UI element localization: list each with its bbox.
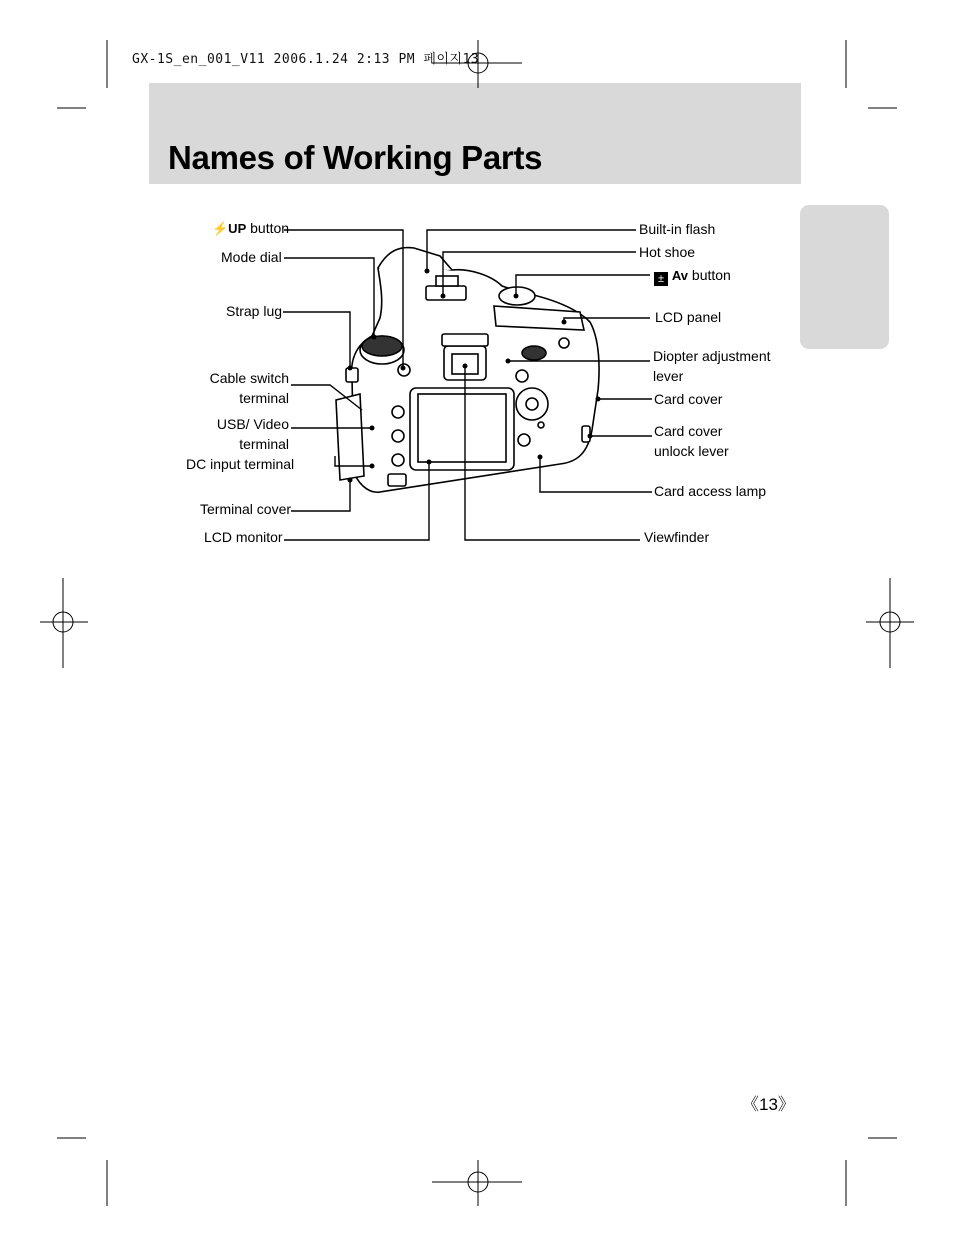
label-lcd-panel: LCD panel [655, 309, 722, 325]
label-card-cover: Card cover [654, 391, 723, 407]
label-terminal-cover: Terminal cover [200, 501, 292, 517]
crop-marks [40, 40, 914, 1206]
page-title: Names of Working Parts [168, 139, 543, 176]
label-usb-video-terminal: USB/ Video terminal [216, 416, 289, 452]
label-builtin-flash: Built-in flash [639, 221, 716, 237]
print-header: GX-1S_en_001_V11 2006.1.24 2:13 PM 페이지13 [132, 52, 480, 67]
label-cable-switch-terminal: Cable switch terminal [209, 370, 289, 406]
label-viewfinder: Viewfinder [644, 529, 710, 545]
label-dc-input-terminal: DC input terminal [186, 456, 295, 472]
label-diopter-adjustment-lever: Diopter adjustment lever [653, 348, 771, 384]
label-ev-av-button: ± Av button [654, 265, 731, 286]
page-number: 《13》 [742, 1095, 795, 1114]
label-lcd-monitor: LCD monitor [204, 529, 283, 545]
label-flash-up-button: ⚡UP button [212, 220, 290, 236]
camera-body [336, 248, 599, 493]
label-strap-lug: Strap lug [226, 303, 283, 319]
av-icon: Av [671, 268, 689, 283]
exposure-compensation-icon: ± [654, 272, 668, 286]
flash-up-icon: ⚡UP [212, 221, 247, 236]
label-mode-dial: Mode dial [221, 249, 282, 265]
label-hot-shoe: Hot shoe [639, 244, 696, 260]
label-card-cover-unlock-lever: Card cover unlock lever [654, 423, 729, 459]
label-card-access-lamp: Card access lamp [654, 483, 767, 499]
